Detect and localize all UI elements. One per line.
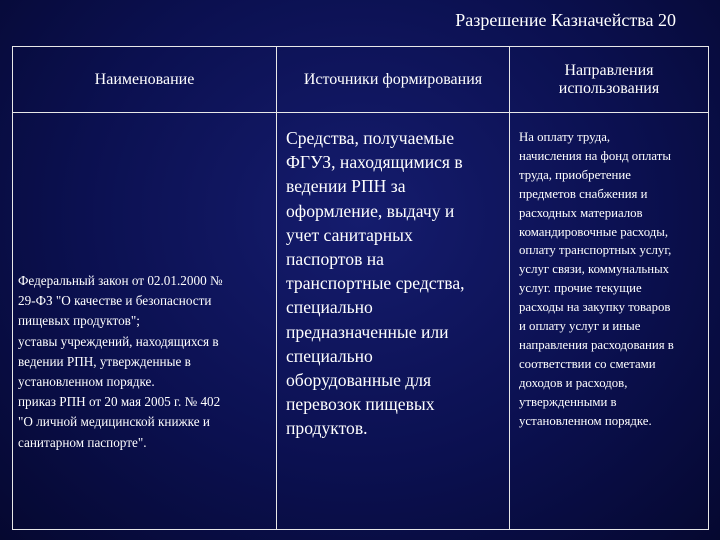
- text-line: труда, приобретение: [519, 167, 631, 182]
- text-line: перевозок пищевых: [286, 394, 435, 415]
- text-line: начисления на фонд оплаты: [519, 148, 671, 163]
- text-line: специально: [286, 345, 373, 366]
- text-line: соответствии со сметами: [519, 356, 656, 371]
- text-line: направления расходования в: [519, 337, 674, 352]
- cell-name: [13, 113, 277, 530]
- text-line: уставы учреждений, находящихся в: [18, 333, 219, 349]
- table-row: [13, 113, 709, 530]
- slide-title: Разрешение Казначейства 20: [455, 10, 676, 30]
- text-line: пищевых продуктов";: [18, 313, 140, 329]
- header-sources: Источники формирования: [277, 47, 510, 113]
- text-line: установленном порядке.: [519, 413, 652, 428]
- text-line: оформление, выдачу и: [286, 200, 455, 221]
- text-line: ведении РПН за: [286, 176, 406, 197]
- header-directions-line: использования: [558, 79, 660, 97]
- header-directions-line: Направления: [564, 61, 654, 79]
- text-line: услуг. прочие текущие: [519, 281, 642, 296]
- text-line: услуг связи, коммунальных: [519, 262, 670, 277]
- text-line: На оплату труда,: [519, 130, 611, 144]
- text-line: оборудованные для: [286, 370, 432, 391]
- text-line: приказ РПН от 20 мая 2005 г. № 402: [18, 394, 221, 410]
- resolution-table: [12, 46, 709, 530]
- text-line: утвержденными в: [519, 394, 617, 409]
- text-line: командировочные расходы,: [519, 224, 669, 239]
- text-line: 29-ФЗ "О качестве и безопасности: [18, 293, 212, 309]
- text-line: учет санитарных: [286, 224, 413, 245]
- text-line: расходных материалов: [519, 205, 643, 220]
- header-directions: [510, 47, 709, 113]
- header-name: Наименование: [13, 47, 277, 113]
- text-line: установленном порядке.: [18, 374, 155, 390]
- text-line: оплату транспортных услуг,: [519, 243, 672, 258]
- text-line: и оплату услуг и иные: [519, 319, 641, 334]
- cell-directions: [510, 113, 709, 530]
- text-line: Средства, получаемые: [286, 128, 455, 148]
- text-line: ФГУЗ, находящимися в: [286, 152, 463, 173]
- text-line: ведении РПН, утвержденные в: [18, 353, 191, 369]
- text-line: расходы на закупку товаров: [519, 300, 671, 315]
- table-header-row: [13, 47, 709, 113]
- cell-sources: [277, 113, 510, 530]
- text-line: Федеральный закон от 02.01.2000 №: [18, 273, 223, 288]
- text-line: предназначенные или: [286, 321, 449, 342]
- text-line: специально: [286, 297, 373, 318]
- text-line: предметов снабжения и: [519, 186, 648, 201]
- text-line: доходов и расходов,: [519, 375, 628, 390]
- text-line: паспортов на: [286, 249, 384, 270]
- text-line: продуктов.: [286, 418, 368, 439]
- text-line: санитарном паспорте".: [18, 434, 147, 450]
- text-line: "О личной медицинской книжке и: [18, 414, 210, 430]
- text-line: транспортные средства,: [286, 273, 465, 294]
